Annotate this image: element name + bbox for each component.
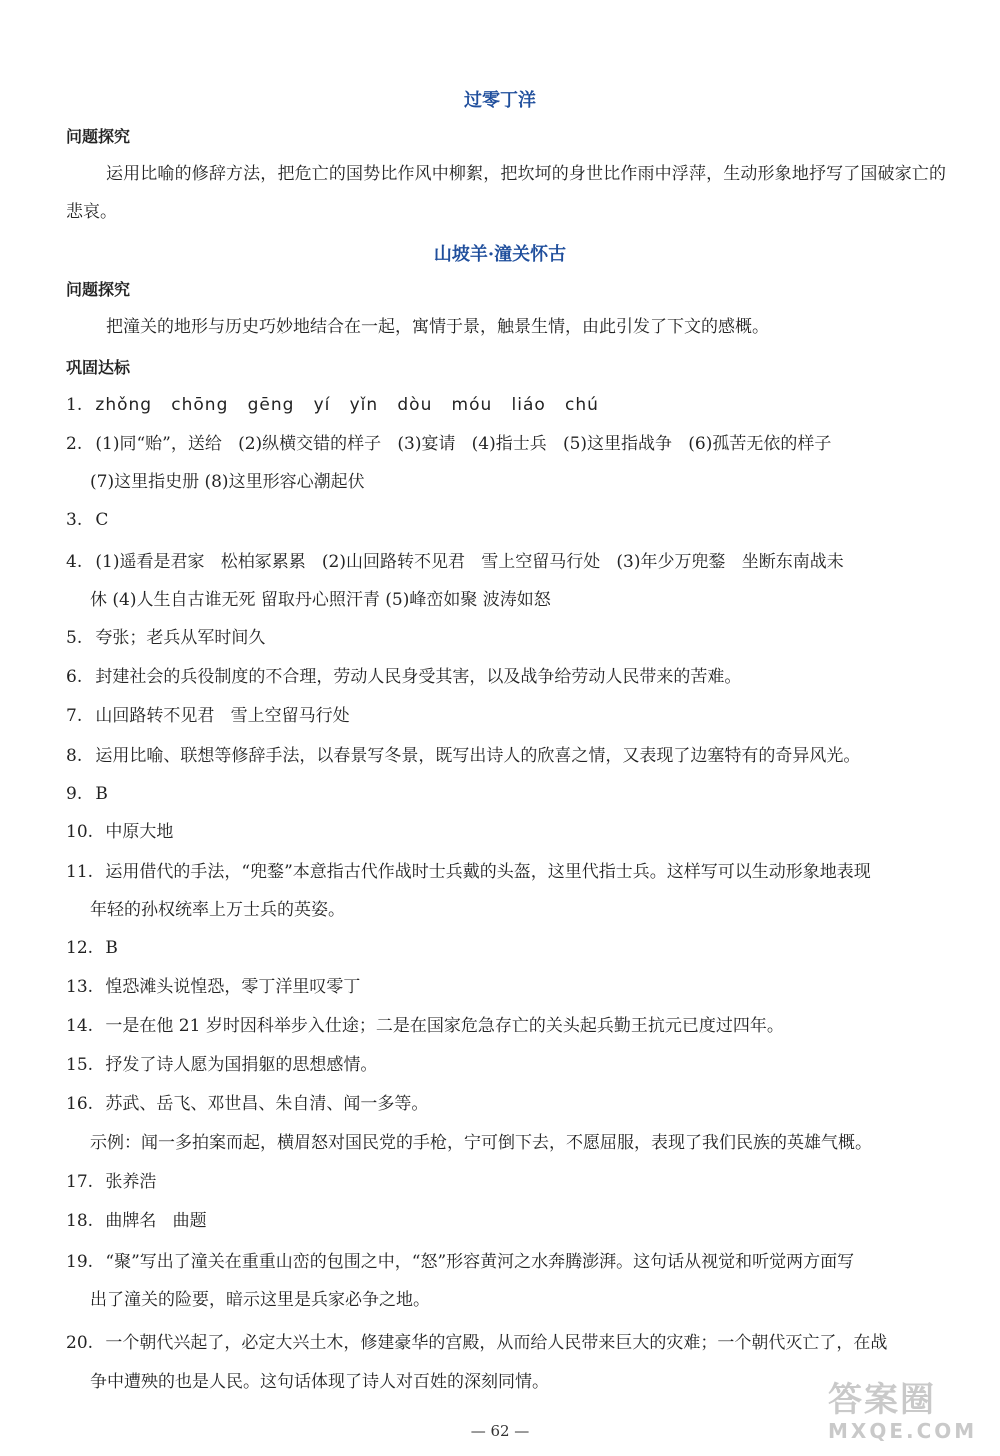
answer-item-13	[66, 968, 946, 1006]
section-heading-wenti-tanjiu-2: 问题探究	[66, 280, 131, 299]
answer-item-14	[66, 1007, 946, 1045]
answer-item-19-continuation: 出了潼关的险要，暗示这里是兵家必争之地。	[90, 1290, 430, 1310]
section-heading-wenti-tanjiu-1: 问题探究	[66, 127, 131, 146]
answer-item-20	[66, 1324, 946, 1362]
item-number: 3.	[66, 510, 83, 530]
item-text: zhǒng chōng gēng yí yǐn dòu móu liáo chú	[95, 395, 599, 415]
section-title-guolingdingyang: 过零丁洋	[464, 90, 536, 111]
answer-item-15	[66, 1046, 946, 1084]
item-text: 山回路转不见君 雪上空留马行处	[95, 706, 350, 726]
item-text: C	[95, 510, 109, 530]
item-text: 张养浩	[105, 1172, 157, 1192]
item-text: (1)同“贻”，送给 (2)纵横交错的样子 (3)宴请 (4)指士兵 (5)这里指战争 (6)孤苦无依的样子	[95, 434, 832, 454]
item-text: 惶恐滩头说惶恐，零丁洋里叹零丁	[105, 977, 361, 997]
item-text: 运用比喻、联想等修辞手法，以春景写冬景，既写出诗人的欣喜之情，又表现了边塞特有的奇异风光。	[95, 746, 861, 766]
answer-item-4-continuation: 休 (4)人生自古谁无死 留取丹心照汗青 (5)峰峦如聚 波涛如怒	[90, 590, 551, 610]
answer-item-10	[66, 813, 946, 851]
item-number: 1.	[66, 395, 83, 415]
answer-item-2	[66, 425, 946, 463]
item-number: 18.	[66, 1211, 94, 1231]
item-text: 曲牌名 曲题	[105, 1211, 207, 1231]
answer-item-17	[66, 1163, 946, 1201]
item-number: 15.	[66, 1055, 94, 1075]
answer-item-2-continuation: (7)这里指史册 (8)这里形容心潮起伏	[90, 472, 365, 492]
item-number: 2.	[66, 434, 83, 454]
answer-item-12	[66, 929, 946, 967]
watermark-bottom-text: MXQE.COM	[828, 1419, 978, 1443]
answer-item-9	[66, 775, 946, 813]
item-text: 中原大地	[105, 822, 174, 842]
section-heading-gonggu-dabiao: 巩固达标	[66, 358, 131, 377]
item-number: 11.	[66, 862, 94, 882]
item-text: 一个朝代兴起了，必定大兴土木，修建豪华的宫殿，从而给人民带来巨大的灾难；一个朝代灭亡了，在战	[105, 1333, 888, 1353]
answer-item-11	[66, 853, 946, 891]
item-number: 12.	[66, 938, 94, 958]
answer-item-7	[66, 697, 946, 735]
item-number: 8.	[66, 746, 83, 766]
answer-item-20-continuation: 争中遭殃的也是人民。这句话体现了诗人对百姓的深刻同情。	[90, 1372, 549, 1392]
item-text: 苏武、岳飞、邓世昌、朱自清、闻一多等。	[105, 1094, 429, 1114]
section-paragraph-2: 把潼关的地形与历史巧妙地结合在一起，寓情于景，触景生情，由此引发了下文的感概。	[106, 317, 769, 337]
item-text: B	[95, 784, 108, 804]
answer-item-16	[66, 1085, 946, 1123]
item-text: “聚”写出了潼关在重重山峦的包围之中，“怒”形容黄河之水奔腾澎湃。这句话从视觉和听觉两方面写	[105, 1252, 855, 1272]
item-number: 16.	[66, 1094, 94, 1114]
item-number: 17.	[66, 1172, 94, 1192]
item-number: 5.	[66, 628, 83, 648]
item-text: 夸张；老兵从军时间久	[95, 628, 266, 648]
item-number: 9.	[66, 784, 83, 804]
item-text: 一是在他 21 岁时因科举步入仕途；二是在国家危急存亡的关头起兵勤王抗元已度过四年。	[105, 1016, 784, 1036]
section-paragraph-1: 运用比喻的修辞方法，把危亡的国势比作风中柳絮，把坎坷的身世比作雨中浮萍，生动形象地抒写了国破家亡的悲哀。	[66, 164, 946, 222]
item-number: 13.	[66, 977, 94, 997]
watermark-top-text: 答案圈	[828, 1380, 936, 1420]
answer-item-4	[66, 543, 946, 581]
item-number: 14.	[66, 1016, 94, 1036]
item-number: 19.	[66, 1252, 94, 1272]
answer-item-8	[66, 737, 946, 775]
answer-item-1	[66, 386, 946, 424]
item-number: 7.	[66, 706, 83, 726]
item-text: 抒发了诗人愿为国捐躯的思想感情。	[105, 1055, 378, 1075]
item-text: (1)遥看是君家 松柏冢累累 (2)山回路转不见君 雪上空留马行处 (3)年少万兜鍪 坐断东南战未	[95, 552, 844, 572]
item-number: 6.	[66, 667, 83, 687]
answer-item-3	[66, 501, 946, 539]
item-number: 10.	[66, 822, 94, 842]
section-title-shanpoyang: 山坡羊·潼关怀古	[433, 244, 567, 265]
answer-item-6	[66, 658, 946, 696]
item-text: 封建社会的兵役制度的不合理，劳动人民身受其害，以及战争给劳动人民带来的苦难。	[95, 667, 742, 687]
answer-item-11-continuation: 年轻的孙权统率上万士兵的英姿。	[90, 900, 345, 920]
page-number: — 62 —	[470, 1422, 530, 1440]
watermark-logo	[828, 1382, 978, 1448]
item-text: 运用借代的手法，“兜鍪”本意指古代作战时士兵戴的头盔，这里代指士兵。这样写可以生动形象地表现	[105, 862, 871, 882]
answer-item-16-example: 示例：闻一多拍案而起，横眉怒对国民党的手枪，宁可倒下去，不愿屈服，表现了我们民族的英雄气概。	[90, 1133, 872, 1153]
item-text: B	[105, 938, 118, 958]
item-number: 4.	[66, 552, 83, 572]
answer-item-18	[66, 1202, 946, 1240]
answer-item-19	[66, 1243, 946, 1281]
answer-item-5	[66, 619, 946, 657]
item-number: 20.	[66, 1333, 94, 1353]
